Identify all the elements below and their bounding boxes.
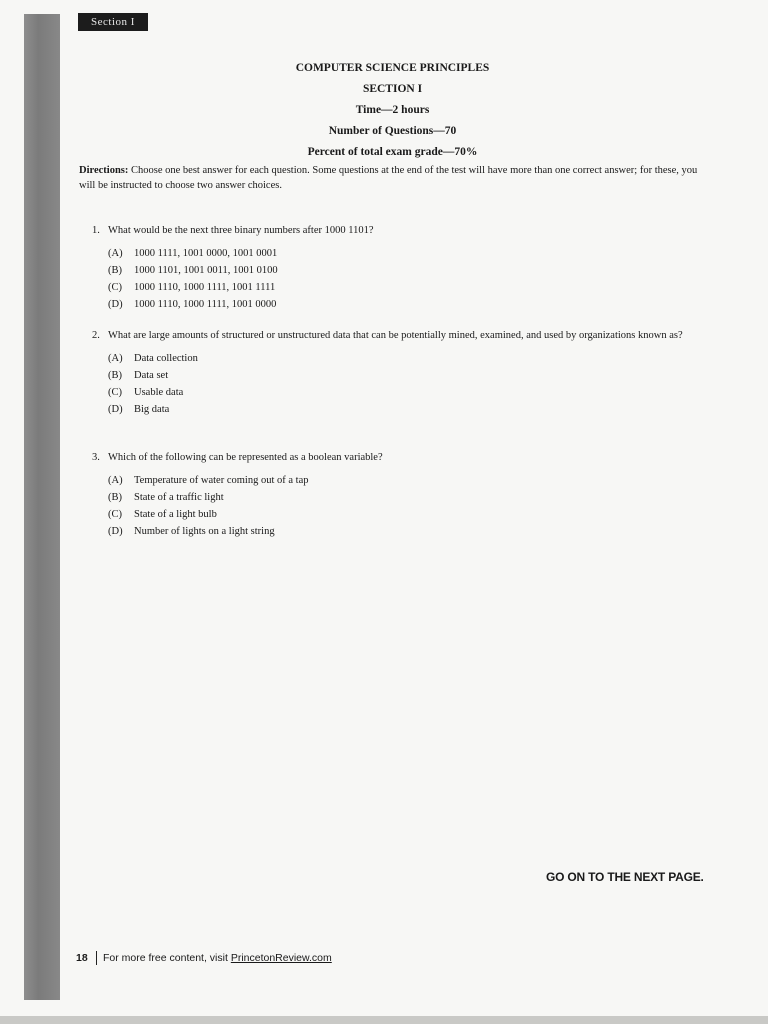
choice-text: Usable data [134, 387, 184, 398]
answer-choice[interactable] [108, 401, 712, 418]
course-title: COMPUTER SCIENCE PRINCIPLES [295, 62, 490, 74]
choice-text: State of a traffic light [134, 492, 224, 503]
choice-letter: (D) [108, 526, 123, 537]
choice-text: 1000 1110, 1000 1111, 1001 0000 [134, 299, 277, 310]
choice-letter: (C) [108, 282, 122, 293]
directions-text: Choose one best answer for each question. Some questions at the end of the test will have more than one correct answer; for these, you will be instructed to choose two answer choices. [79, 165, 698, 191]
question-number: 1. [92, 225, 100, 236]
answer-choice[interactable] [108, 296, 712, 313]
question-2 [92, 329, 712, 418]
choice-text: Data collection [134, 353, 198, 364]
choice-text: 1000 1101, 1001 0011, 1001 0100 [134, 265, 278, 276]
choice-text: State of a light bulb [134, 509, 217, 520]
answer-choice[interactable] [108, 350, 712, 367]
footer-text: For more free content, visit [103, 952, 228, 964]
question-text: What are large amounts of structured or unstructured data that can be potentially mined, examined, and used by organizations known as? [108, 330, 683, 341]
choice-letter: (D) [108, 404, 123, 415]
question-text: Which of the following can be represented as a boolean variable? [108, 452, 383, 463]
choice-text: Data set [134, 370, 169, 381]
choice-text: Number of lights on a light string [134, 526, 275, 537]
choice-letter: (A) [108, 353, 123, 364]
page-bottom-edge [0, 1016, 768, 1024]
question-text: What would be the next three binary numbers after 1000 1101? [108, 225, 374, 236]
footer-link[interactable]: PrincetonReview.com [230, 952, 332, 964]
choice-letter: (A) [108, 475, 123, 486]
margin-bar [24, 14, 60, 1000]
grade-percent: Percent of total exam grade—70% [307, 146, 478, 158]
section-title: SECTION I [362, 83, 423, 95]
answer-choice[interactable] [108, 262, 712, 279]
choice-letter: (B) [108, 492, 122, 503]
question-count: Number of Questions—70 [328, 125, 457, 137]
answer-choice[interactable] [108, 279, 712, 296]
question-1 [92, 224, 712, 313]
answer-choice[interactable] [108, 489, 712, 506]
choice-letter: (A) [108, 248, 123, 259]
answer-choice[interactable] [108, 523, 712, 540]
choice-letter: (C) [108, 509, 122, 520]
time-limit: Time—2 hours [355, 104, 430, 116]
answer-choice[interactable] [108, 472, 712, 489]
answer-choice[interactable] [108, 245, 712, 262]
page-number: 18 [76, 952, 88, 964]
footer-divider [96, 951, 97, 965]
choice-letter: (C) [108, 387, 122, 398]
choice-letter: (B) [108, 370, 122, 381]
section-tab: Section I [78, 13, 148, 31]
question-number: 3. [92, 452, 100, 463]
directions [79, 164, 699, 193]
question-3 [92, 451, 712, 540]
answer-choice[interactable] [108, 506, 712, 523]
directions-label: Directions: [79, 165, 129, 176]
exam-header [180, 58, 605, 163]
choice-letter: (D) [108, 299, 123, 310]
go-next-page: GO ON TO THE NEXT PAGE. [546, 870, 704, 884]
choice-text: 1000 1111, 1001 0000, 1001 0001 [134, 248, 278, 259]
answer-choice[interactable] [108, 367, 712, 384]
question-number: 2. [92, 330, 100, 341]
answer-choice[interactable] [108, 384, 712, 401]
choice-letter: (B) [108, 265, 122, 276]
page-footer [76, 950, 476, 966]
choice-text: 1000 1110, 1000 1111, 1001 1111 [134, 282, 276, 293]
choice-text: Temperature of water coming out of a tap [134, 475, 309, 486]
choice-text: Big data [134, 404, 170, 415]
